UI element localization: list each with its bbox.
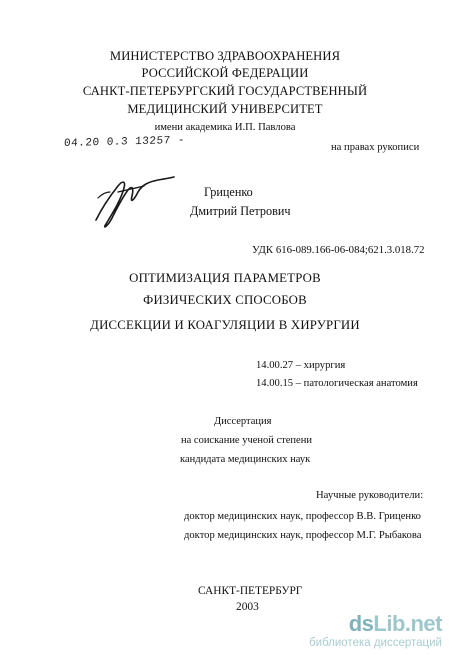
year: 2003 bbox=[236, 601, 259, 613]
university-line-2: МЕДИЦИНСКИЙ УНИВЕРСИТЕТ bbox=[127, 102, 323, 116]
author-given-names: Дмитрий Петрович bbox=[190, 204, 291, 218]
city: САНКТ-ПЕТЕРБУРГ bbox=[198, 585, 303, 597]
ministry-line-1: МИНИСТЕРСТВО ЗДРАВООХРАНЕНИЯ bbox=[109, 49, 341, 63]
watermark-logo bbox=[309, 610, 442, 636]
title-line-3: ДИССЕКЦИИ И КОАГУЛЯЦИИ В ХИРУРГИИ bbox=[90, 318, 360, 332]
watermark bbox=[309, 610, 442, 650]
dissertation-line-2: на соискание ученой степени bbox=[181, 435, 312, 446]
signature-image bbox=[88, 168, 178, 238]
named-after-line: имени академика И.П. Павлова bbox=[154, 122, 296, 133]
advisor-2: доктор медицинских наук, профессор М.Г. Рыбакова bbox=[184, 530, 422, 541]
author-surname: Гриценко bbox=[204, 185, 253, 199]
watermark-logo-prefix: ds bbox=[348, 610, 374, 636]
university-line-1: САНКТ-ПЕТЕРБУРГСКИЙ ГОСУДАРСТВЕННЫЙ bbox=[82, 84, 368, 98]
specialty-2: 14.00.15 – патологическая анатомия bbox=[256, 378, 418, 389]
watermark-logo-rest: Lib.net bbox=[373, 610, 442, 636]
udk-code: УДК 616-089.166-06-084;621.3.018.72 bbox=[252, 244, 425, 256]
rights-note: на правах рукописи bbox=[331, 142, 420, 153]
specialty-1: 14.00.27 – хирургия bbox=[256, 360, 346, 371]
watermark-subtitle: библиотека диссертаций bbox=[309, 636, 442, 649]
advisor-1: доктор медицинских наук, профессор В.В. Гриценко bbox=[184, 511, 421, 522]
dissertation-line-1: Диссертация bbox=[214, 416, 272, 427]
title-line-2: ФИЗИЧЕСКИХ СПОСОБОВ bbox=[143, 293, 307, 307]
dissertation-line-3: кандидата медицинских наук bbox=[180, 454, 311, 465]
ministry-line-2: РОССИЙСКОЙ ФЕДЕРАЦИИ bbox=[141, 66, 309, 80]
registration-stamp: 04.20 0.3 13257 - bbox=[63, 134, 186, 150]
title-line-1: ОПТИМИЗАЦИЯ ПАРАМЕТРОВ bbox=[129, 271, 321, 285]
advisors-heading: Научные руководители: bbox=[316, 490, 424, 501]
